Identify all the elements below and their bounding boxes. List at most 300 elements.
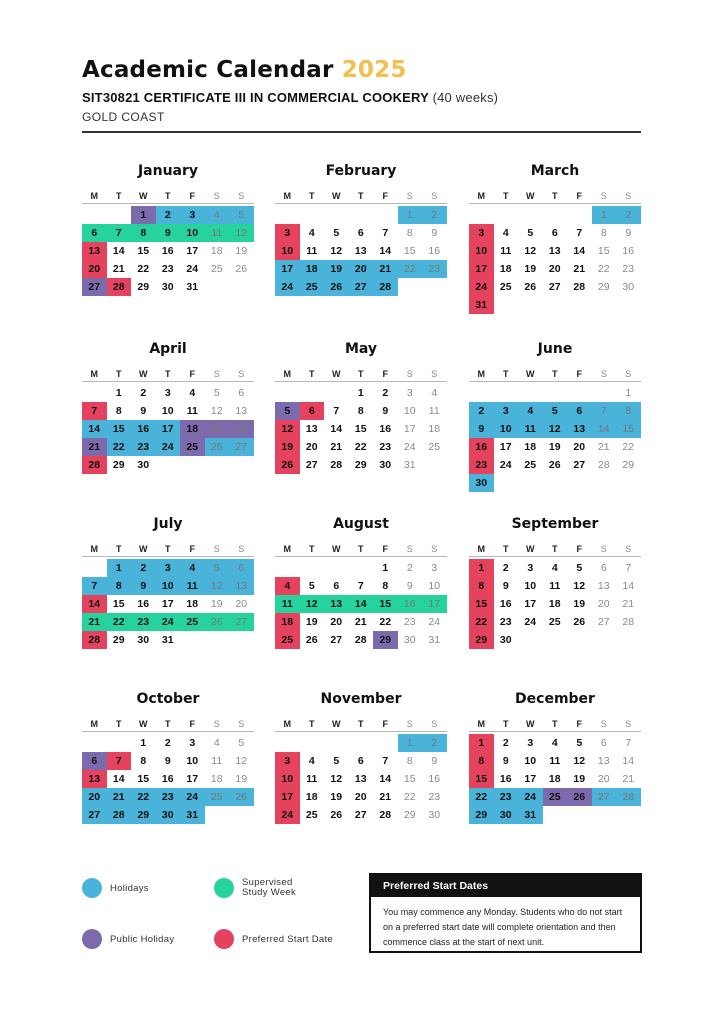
- course-subtitle: [82, 90, 642, 105]
- day-cell: 17: [186, 245, 199, 257]
- weekday-label: F: [382, 369, 388, 379]
- day-cell: 4: [180, 559, 205, 577]
- empty-day-cell: [82, 559, 107, 577]
- day-cell: 18: [305, 791, 318, 803]
- month-name: July: [153, 516, 183, 532]
- weekday-header: [82, 543, 254, 557]
- empty-day-cell: [543, 206, 568, 224]
- empty-day-cell: [494, 206, 519, 224]
- week-row: [469, 474, 641, 492]
- day-cell: 2: [406, 562, 413, 574]
- day-cell: 3: [494, 402, 519, 420]
- weekday-label: S: [600, 369, 607, 379]
- day-cell: 6: [600, 562, 607, 574]
- weekday-label: T: [116, 544, 122, 554]
- empty-day-cell: [616, 296, 641, 314]
- weekday-label: F: [382, 191, 388, 201]
- day-cell: 15: [354, 423, 367, 435]
- day-cell: 31: [403, 459, 416, 471]
- day-cell: 3: [275, 752, 300, 770]
- day-cell: 16: [161, 773, 174, 785]
- week-row: [469, 788, 641, 806]
- day-cell: 10: [469, 242, 494, 260]
- day-cell: 30: [469, 474, 494, 492]
- day-cell: 1: [115, 387, 122, 399]
- day-cell: 3: [275, 224, 300, 242]
- day-cell: 18: [300, 260, 325, 278]
- weekday-label: S: [213, 369, 220, 379]
- legend-holidays: [82, 878, 149, 898]
- empty-day-cell: [518, 206, 543, 224]
- day-cell: 25: [210, 263, 223, 275]
- day-cell: 10: [524, 755, 537, 767]
- day-cell: 12: [543, 420, 568, 438]
- day-cell: 23: [494, 788, 519, 806]
- day-cell: 28: [330, 459, 343, 471]
- weekday-label: S: [600, 544, 607, 554]
- empty-day-cell: [616, 631, 641, 649]
- day-cell: 16: [499, 598, 512, 610]
- day-cell: 2: [164, 737, 171, 749]
- day-cell: 31: [518, 806, 543, 824]
- empty-day-cell: [107, 734, 132, 752]
- week-row: [275, 752, 447, 770]
- week-row: [469, 734, 641, 752]
- day-cell: 5: [229, 206, 254, 224]
- day-cell: 9: [431, 227, 438, 239]
- week-row: [82, 631, 254, 649]
- weekday-label: T: [165, 544, 171, 554]
- day-cell: 9: [469, 420, 494, 438]
- month-february: [275, 162, 447, 296]
- day-cell: 5: [527, 227, 534, 239]
- day-cell: 11: [549, 755, 561, 767]
- legend-preferred-start: [214, 929, 333, 949]
- day-cell: 6: [333, 580, 340, 592]
- empty-day-cell: [275, 734, 300, 752]
- empty-day-cell: [82, 384, 107, 402]
- month-name: February: [325, 163, 397, 179]
- day-cell: 28: [379, 809, 392, 821]
- day-cell: 15: [616, 420, 641, 438]
- day-cell: 8: [600, 227, 607, 239]
- day-cell: 14: [82, 420, 107, 438]
- day-cell: 30: [137, 459, 150, 471]
- day-cell: 29: [354, 459, 367, 471]
- day-cell: 21: [107, 788, 132, 806]
- day-cell: 21: [373, 260, 398, 278]
- day-cell: 18: [548, 773, 561, 785]
- legend-supervised-label: Supervised Study Week: [242, 877, 297, 898]
- day-cell: 27: [229, 438, 254, 456]
- month-name: March: [530, 163, 580, 179]
- day-cell: 10: [180, 224, 205, 242]
- day-cell: 23: [131, 438, 156, 456]
- day-cell: 20: [229, 420, 254, 438]
- weekday-label: F: [189, 719, 195, 729]
- empty-day-cell: [275, 384, 300, 402]
- weekday-label: M: [477, 544, 485, 554]
- day-cell: 11: [211, 755, 223, 767]
- week-row: [82, 224, 254, 242]
- weekday-label: T: [358, 544, 364, 554]
- empty-day-cell: [543, 631, 568, 649]
- preferred-start-box: [369, 873, 642, 953]
- day-cell: 5: [308, 580, 315, 592]
- empty-day-cell: [180, 456, 205, 474]
- day-cell: 18: [180, 420, 205, 438]
- weekday-label: S: [406, 719, 413, 729]
- day-cell: 7: [357, 580, 364, 592]
- day-cell: 30: [494, 806, 519, 824]
- day-cell: 23: [469, 456, 494, 474]
- month-name: December: [515, 691, 595, 707]
- day-cell: 12: [573, 580, 586, 592]
- day-cell: 21: [82, 613, 107, 631]
- day-cell: 19: [548, 441, 561, 453]
- day-cell: 17: [275, 788, 300, 806]
- empty-day-cell: [275, 559, 300, 577]
- legend-public-holiday-label: Public Holiday: [110, 934, 175, 945]
- weekday-label: M: [90, 719, 98, 729]
- day-cell: 27: [354, 809, 367, 821]
- day-cell: 4: [502, 227, 509, 239]
- day-cell: 16: [622, 245, 635, 257]
- day-cell: 4: [431, 387, 438, 399]
- day-cell: 18: [186, 598, 199, 610]
- day-cell: 22: [622, 441, 635, 453]
- weekday-label: M: [477, 191, 485, 201]
- day-cell: 5: [333, 755, 340, 767]
- day-cell: 1: [382, 562, 389, 574]
- day-cell: 8: [131, 224, 156, 242]
- weekday-label: W: [139, 191, 148, 201]
- day-cell: 23: [156, 788, 181, 806]
- day-cell: 18: [210, 245, 223, 257]
- weekday-label: M: [90, 544, 98, 554]
- day-cell: 3: [527, 737, 534, 749]
- day-cell: 14: [622, 755, 635, 767]
- day-cell: 4: [308, 755, 315, 767]
- legend-preferred-start-label: Preferred Start Date: [242, 934, 334, 945]
- week-row: [82, 577, 254, 595]
- weekday-label: T: [358, 719, 364, 729]
- day-cell: 23: [422, 260, 447, 278]
- day-cell: 7: [382, 227, 389, 239]
- day-cell: 28: [354, 634, 367, 646]
- legend-supervised: [214, 878, 312, 898]
- day-cell: 17: [161, 598, 174, 610]
- day-cell: 15: [373, 595, 398, 613]
- week-row: [469, 577, 641, 595]
- day-cell: 28: [107, 806, 132, 824]
- week-row: [469, 384, 641, 402]
- day-cell: 14: [622, 580, 635, 592]
- day-cell: 16: [469, 438, 494, 456]
- weekday-label: W: [526, 544, 535, 554]
- weekday-label: W: [332, 191, 341, 201]
- day-cell: 16: [137, 598, 150, 610]
- day-cell: 20: [82, 788, 107, 806]
- day-cell: 10: [524, 580, 537, 592]
- day-cell: 2: [140, 387, 147, 399]
- day-cell: 16: [428, 773, 441, 785]
- day-cell: 18: [499, 263, 512, 275]
- empty-day-cell: [349, 734, 374, 752]
- day-cell: 23: [403, 616, 416, 628]
- day-cell: 1: [398, 734, 423, 752]
- day-cell: 28: [597, 459, 610, 471]
- calendar-header: [82, 56, 642, 124]
- week-row: [275, 402, 447, 420]
- day-cell: 24: [469, 278, 494, 296]
- week-row: [275, 631, 447, 649]
- day-cell: 16: [398, 595, 423, 613]
- day-cell: 4: [205, 206, 230, 224]
- day-cell: 5: [576, 562, 583, 574]
- day-cell: 2: [382, 387, 389, 399]
- weekday-label: W: [332, 719, 341, 729]
- title-text: Academic Calendar: [82, 57, 334, 83]
- weekday-label: S: [406, 369, 413, 379]
- day-cell: 5: [333, 227, 340, 239]
- weekday-label: S: [625, 719, 632, 729]
- day-cell: 13: [82, 242, 107, 260]
- day-cell: 15: [403, 245, 416, 257]
- weekday-label: F: [576, 719, 582, 729]
- weekday-label: S: [406, 191, 413, 201]
- week-row: [275, 242, 447, 260]
- week-row: [82, 752, 254, 770]
- day-cell: 14: [112, 245, 125, 257]
- day-cell: 4: [189, 387, 196, 399]
- empty-day-cell: [518, 631, 543, 649]
- day-cell: 11: [306, 245, 318, 257]
- day-cell: 22: [107, 613, 132, 631]
- day-cell: 26: [573, 616, 586, 628]
- day-cell: 21: [573, 263, 586, 275]
- empty-day-cell: [494, 296, 519, 314]
- weekday-header: [275, 190, 447, 204]
- day-cell: 27: [573, 459, 586, 471]
- day-cell: 13: [82, 770, 107, 788]
- week-row: [275, 595, 447, 613]
- empty-day-cell: [205, 631, 230, 649]
- week-row: [82, 242, 254, 260]
- day-cell: 13: [305, 423, 318, 435]
- day-cell: 19: [210, 598, 223, 610]
- day-cell: 28: [82, 456, 107, 474]
- holidays-swatch-icon: [82, 878, 102, 898]
- weekday-label: S: [625, 369, 632, 379]
- day-cell: 24: [180, 788, 205, 806]
- weekday-label: W: [332, 544, 341, 554]
- day-cell: 15: [137, 245, 150, 257]
- month-name: May: [344, 341, 378, 357]
- day-cell: 19: [235, 773, 248, 785]
- weekday-label: F: [576, 369, 582, 379]
- day-cell: 26: [205, 613, 230, 631]
- empty-day-cell: [592, 296, 617, 314]
- day-cell: 12: [300, 595, 325, 613]
- day-cell: 7: [82, 402, 107, 420]
- day-cell: 16: [379, 423, 392, 435]
- empty-day-cell: [518, 384, 543, 402]
- empty-day-cell: [82, 734, 107, 752]
- week-row: [275, 613, 447, 631]
- weekday-label: S: [406, 544, 413, 554]
- day-cell: 2: [156, 206, 181, 224]
- day-cell: 30: [428, 809, 441, 821]
- month-name: June: [537, 341, 573, 357]
- day-cell: 4: [308, 227, 315, 239]
- weekday-label: W: [526, 369, 535, 379]
- day-cell: 3: [180, 206, 205, 224]
- week-row: [82, 559, 254, 577]
- weekday-label: M: [477, 369, 485, 379]
- day-cell: 1: [625, 387, 632, 399]
- weekday-label: S: [431, 191, 438, 201]
- day-cell: 3: [431, 562, 438, 574]
- month-september: [469, 515, 641, 649]
- day-cell: 31: [428, 634, 441, 646]
- week-row: [82, 402, 254, 420]
- week-row: [82, 734, 254, 752]
- day-cell: 9: [625, 227, 632, 239]
- weekday-label: S: [213, 191, 220, 201]
- weekday-label: W: [526, 191, 535, 201]
- day-cell: 3: [156, 559, 181, 577]
- day-cell: 24: [275, 278, 300, 296]
- day-cell: 30: [403, 634, 416, 646]
- day-cell: 20: [597, 773, 610, 785]
- day-cell: 25: [300, 278, 325, 296]
- weekday-label: T: [552, 544, 558, 554]
- day-cell: 15: [469, 770, 494, 788]
- day-cell: 16: [131, 420, 156, 438]
- day-cell: 27: [82, 278, 107, 296]
- weekday-label: M: [283, 191, 291, 201]
- day-cell: 27: [548, 281, 561, 293]
- day-cell: 6: [229, 559, 254, 577]
- day-cell: 12: [210, 405, 223, 417]
- day-cell: 17: [156, 420, 181, 438]
- day-cell: 24: [275, 806, 300, 824]
- month-name: August: [333, 516, 389, 532]
- weekday-label: F: [382, 719, 388, 729]
- weekday-label: S: [625, 191, 632, 201]
- week-row: [469, 559, 641, 577]
- day-cell: 7: [333, 405, 340, 417]
- day-cell: 13: [548, 245, 561, 257]
- weekday-label: S: [431, 369, 438, 379]
- day-cell: 23: [428, 791, 441, 803]
- day-cell: 10: [161, 405, 174, 417]
- day-cell: 5: [213, 387, 220, 399]
- preferred-start-box-text: You may commence any Monday. Students who do not start on a preferred start date will complete orientation and then commence class at the start of next unit.: [383, 907, 623, 947]
- day-cell: 17: [524, 773, 537, 785]
- weekday-header: [469, 718, 641, 732]
- empty-day-cell: [349, 559, 374, 577]
- empty-day-cell: [205, 456, 230, 474]
- day-cell: 18: [275, 613, 300, 631]
- week-row: [275, 224, 447, 242]
- day-cell: 21: [622, 773, 635, 785]
- day-cell: 29: [373, 631, 398, 649]
- day-cell: 8: [382, 580, 389, 592]
- day-cell: 6: [357, 227, 364, 239]
- day-cell: 15: [107, 420, 132, 438]
- day-cell: 7: [576, 227, 583, 239]
- day-cell: 13: [597, 580, 610, 592]
- day-cell: 9: [502, 580, 509, 592]
- day-cell: 15: [112, 598, 125, 610]
- day-cell: 9: [131, 577, 156, 595]
- day-cell: 28: [107, 278, 132, 296]
- day-cell: 6: [357, 755, 364, 767]
- day-cell: 12: [330, 245, 343, 257]
- day-cell: 15: [137, 773, 150, 785]
- day-cell: 21: [112, 263, 125, 275]
- day-cell: 21: [354, 616, 367, 628]
- day-cell: 1: [140, 737, 147, 749]
- day-cell: 10: [186, 755, 199, 767]
- day-cell: 6: [300, 402, 325, 420]
- weekday-header: [469, 543, 641, 557]
- empty-day-cell: [398, 278, 423, 296]
- day-cell: 26: [567, 788, 592, 806]
- day-cell: 29: [469, 631, 494, 649]
- day-cell: 16: [428, 245, 441, 257]
- empty-day-cell: [373, 734, 398, 752]
- day-cell: 9: [156, 224, 181, 242]
- month-january: [82, 162, 254, 296]
- empty-day-cell: [300, 206, 325, 224]
- day-cell: 23: [622, 263, 635, 275]
- day-cell: 13: [229, 577, 254, 595]
- day-cell: 29: [597, 281, 610, 293]
- weekday-label: F: [189, 191, 195, 201]
- weekday-label: S: [600, 191, 607, 201]
- day-cell: 14: [592, 420, 617, 438]
- day-cell: 1: [469, 734, 494, 752]
- day-cell: 26: [275, 456, 300, 474]
- day-cell: 14: [379, 773, 392, 785]
- day-cell: 11: [549, 580, 561, 592]
- empty-day-cell: [82, 206, 107, 224]
- weekday-label: T: [552, 191, 558, 201]
- empty-day-cell: [518, 474, 543, 492]
- weekday-label: M: [90, 369, 98, 379]
- day-cell: 12: [330, 773, 343, 785]
- week-row: [82, 595, 254, 613]
- weekday-header: [82, 190, 254, 204]
- week-row: [275, 734, 447, 752]
- day-cell: 25: [205, 788, 230, 806]
- campus-location: GOLD COAST: [82, 110, 165, 124]
- empty-day-cell: [300, 559, 325, 577]
- empty-day-cell: [567, 806, 592, 824]
- week-row: [275, 577, 447, 595]
- week-row: [82, 260, 254, 278]
- day-cell: 24: [524, 616, 537, 628]
- day-cell: 22: [354, 441, 367, 453]
- day-cell: 13: [354, 245, 367, 257]
- day-cell: 25: [305, 809, 318, 821]
- week-row: [469, 438, 641, 456]
- empty-day-cell: [324, 384, 349, 402]
- month-name: April: [149, 341, 187, 357]
